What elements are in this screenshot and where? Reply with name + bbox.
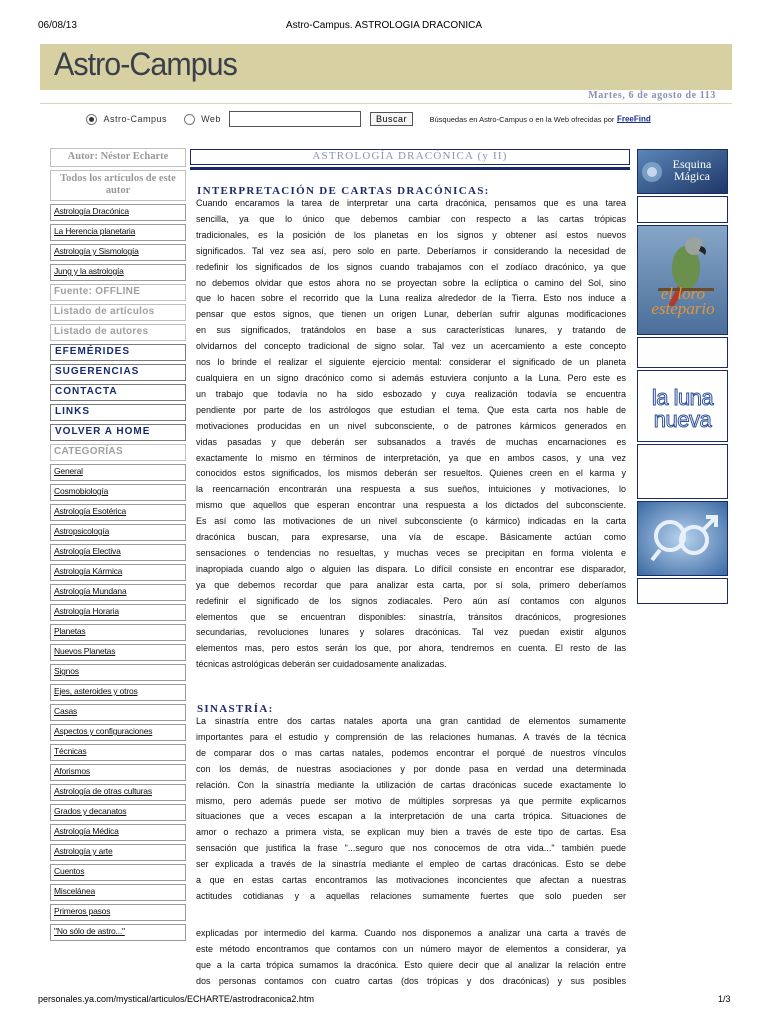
text-line: relación. Con la sinastría mediante la utilización de cartas dracónicas sucede exactamente lo <box>196 779 626 790</box>
nav-link[interactable]: CONTACTA <box>50 384 186 401</box>
text-line: pendiente por parte de los astrólogos que estudian el tema. Que esta carta nos hable de <box>196 404 626 415</box>
section-body-continued <box>196 926 626 990</box>
text-line: a que en estas cartas encontramos las motivaciones inconcientes que afectan a nuestras <box>196 875 626 886</box>
category-link[interactable] <box>50 824 186 841</box>
text-line: redefinir el significado de los signos zodiacales. Pero aún así contamos con algunos <box>196 595 626 606</box>
section-body <box>196 714 626 905</box>
category-link-label: Grados y decanatos <box>54 806 127 816</box>
category-link-label: Astrología Electiva <box>54 546 121 556</box>
category-link-label: Casas <box>54 706 78 716</box>
text-line: inapropiada cuando algo o alguien las dispara. Lo difícil consiste en encontrar ese disparador, <box>196 563 626 574</box>
author-article-link-label: Astrología y Sismología <box>54 246 139 256</box>
header-divider <box>40 103 732 104</box>
text-line: mismo que aquellos que esperan encontrar una respuesta a los dictados del subconsciente. <box>196 500 626 511</box>
text-line: exactamente lo mismo en términos de interpretación, ya que en ambos casos, y una vez <box>196 452 626 463</box>
category-link-label: Astropsicología <box>54 526 110 536</box>
author-article-link[interactable] <box>50 244 186 261</box>
right-empty-box <box>637 444 728 499</box>
right-empty-box <box>637 578 728 604</box>
author-article-link[interactable] <box>50 224 186 241</box>
text-line: dracónica buscan, para expresarse, una vía de escape. Básicamente actúan como <box>196 532 626 543</box>
radio-web-label: Web <box>201 114 221 124</box>
category-link-label: Astrología Médica <box>54 826 119 836</box>
section-body <box>196 196 626 673</box>
nav-link[interactable]: SUGERENCIAS <box>50 364 186 381</box>
category-link[interactable] <box>50 844 186 861</box>
author-article-link[interactable] <box>50 264 186 281</box>
text-line: mismo, pero además puede ser motivo de múltiples sorpresas ya que permite explicarnos <box>196 795 626 806</box>
esquina-label: Esquina Mágica <box>672 157 712 183</box>
text-line: sensación que justifica la frase "...seguro que nos conocemos de otra vida..." también puede <box>196 843 626 854</box>
text-line: situaciones que a veces escapan a la interpretación de una carta trópica. Situaciones de <box>196 811 626 822</box>
radio-web[interactable] <box>184 114 195 125</box>
category-link-label: Técnicas <box>54 746 87 756</box>
author-article-link-label: Jung y la astrología <box>54 266 124 276</box>
search-input[interactable] <box>229 111 361 127</box>
section-heading: SINASTRÍA: <box>197 703 274 715</box>
text-line: dos personas contamos con cuatro cartas (dos trópicas y dos dracónicas) y sus posibles <box>196 975 626 986</box>
text-line: La sinastría entre dos cartas natales aporta una gran cantidad de elementos sumamente <box>196 716 626 726</box>
list-authors-link[interactable]: Listado de autores <box>50 324 186 341</box>
loro-label: el loro estepario <box>651 284 715 318</box>
text-line: pensar que estos signos, que tienen un origen Lunar, deberían sufrir algunas modificaciones <box>196 309 626 320</box>
right-empty-box <box>637 337 728 368</box>
category-link-label: Nuevos Planetas <box>54 646 116 656</box>
loro-estepario-banner[interactable] <box>637 225 728 335</box>
title-underline <box>190 167 630 170</box>
category-link[interactable] <box>50 684 186 701</box>
category-link-label: Astrología de otras culturas <box>54 786 152 796</box>
nav-link[interactable]: LINKS <box>50 404 186 421</box>
text-line: redefinir los significados de los signos cuando trabajamos con el zodíaco dracónico, ya que <box>196 261 626 272</box>
radio-site[interactable] <box>86 114 97 125</box>
category-link-label: Cuentos <box>54 866 85 876</box>
category-link-label: Aforismos <box>54 766 90 776</box>
text-line: que lo hacen sobre el recorrido que la Luna realiza alrededor de la Tierra. Esto nos induce a <box>196 293 626 304</box>
text-line: técnicas astrológicas deberán ser cuidadosamente analizadas. <box>196 659 447 670</box>
esquina-magica-banner[interactable] <box>637 149 728 194</box>
category-link[interactable] <box>50 644 186 661</box>
gender-symbols-banner[interactable] <box>637 501 728 576</box>
text-line: Es así como las motivaciones de un nivel subconsciente (o kármico) indicadas en la carta <box>196 516 626 527</box>
category-link-label: "No sólo de astro..." <box>54 926 125 936</box>
nav-link[interactable]: EFEMÉRIDES <box>50 344 186 361</box>
text-line: este método encontramos que contamos con un número mayor de elementos a considerar, ya <box>196 943 626 954</box>
category-link-label: Astrología Mundana <box>54 586 127 596</box>
text-line: motivaciones producidas en un nivel subconsciente, o de patrones kármicos generados en <box>196 420 626 431</box>
text-line: ser explicada a través de la sinastría mediante el empleo de cartas dracónicas. Esto se debe <box>196 859 626 870</box>
category-link-label: Planetas <box>54 626 86 636</box>
text-line: sencilla, ya que lo único que debemos cambiar con respecto a las cartas trópicas <box>196 213 626 224</box>
current-date: Martes, 6 de agosto de 113 <box>588 90 716 101</box>
author-article-link-label: Astrología Dracónica <box>54 206 129 216</box>
text-line: con los demás, de nuestras asociaciones y por donde pasa en verdad una determinada <box>196 763 626 774</box>
category-link[interactable] <box>50 784 186 801</box>
category-link[interactable] <box>50 764 186 781</box>
categories-header: CATEGORÍAS <box>50 444 186 461</box>
text-line: ya que debemos recordar que para analizar esta carta, por sí sola, primero deberíamos <box>196 579 626 590</box>
text-line: explicadas por intermedio del karma. Cuando nos disponemos a analizar una carta a través de <box>196 928 626 938</box>
text-line: cualquiera en un signo dracónico como si además estuviera conjunto a la Luna. Pero este es <box>196 372 626 383</box>
category-link[interactable] <box>50 664 186 681</box>
category-link[interactable] <box>50 704 186 721</box>
text-line: conocidos estos significados, los mismos deberán ser resueltos. Quienes creen en el karma y <box>196 468 626 479</box>
text-line: secundarias, revoluciones lunares y solares dracónicas. Tal vez puedan existir algunos <box>196 627 626 638</box>
text-line: elementos mas, pero estos serán los que, por ahora, tendremos en cuenta. El resto de las <box>196 643 626 654</box>
text-line: vidas pasadas y que deberán ser subsanados a través de muchas encarnaciones es <box>196 436 626 447</box>
site-logo[interactable]: Astro-Campus <box>54 46 237 82</box>
left-nav <box>50 148 186 944</box>
category-link[interactable] <box>50 584 186 601</box>
search-sponsor-text: Búsquedas en Astro-Campus o en la Web ofrecidas por <box>429 114 615 124</box>
category-link-label: Miscelánea <box>54 886 95 896</box>
text-line: importantes para el estudio y comprensión de las relaciones humanas. A través de la técnica <box>196 731 626 742</box>
radio-site-label: Astro-Campus <box>103 114 168 124</box>
text-line: tradicionales, es la posición de los planetas en los signos y obtener así estos nuevos <box>196 229 626 240</box>
category-link-label: Astrología Esotérica <box>54 506 127 516</box>
text-line: un trabajo que todavía no ha sido esbozado y cuya realización todavía se encuentra <box>196 388 626 399</box>
text-line: elementos que se encuentran disponibles: sinastría, tránsitos dracónicos, progresiones <box>196 611 626 622</box>
category-link-label: Cosmobiología <box>54 486 109 496</box>
category-link[interactable] <box>50 464 186 481</box>
category-link[interactable] <box>50 904 186 921</box>
category-link[interactable] <box>50 544 186 561</box>
luna-nueva-banner[interactable] <box>637 370 728 442</box>
category-link[interactable] <box>50 604 186 621</box>
category-link[interactable] <box>50 484 186 501</box>
venus-mars-icon <box>638 502 727 575</box>
text-line: no debemos olvidar que estos ahora no se proyectan sobre la eclíptica o camino del Sol, sino <box>196 277 626 288</box>
list-articles-link[interactable]: Listado de artículos <box>50 304 186 321</box>
page-number: 1/3 <box>718 994 731 1004</box>
category-link-label: Aspectos y configuraciones <box>54 726 153 736</box>
category-link-label: Astrología y arte <box>54 846 113 856</box>
author-article-link[interactable] <box>50 204 186 221</box>
print-title: Astro-Campus. ASTROLOGIA DRACONICA <box>285 20 483 31</box>
text-line: amor o rechazo a primera vista, se explican muy bien a través de este tipo de cartas. Esa <box>196 827 626 838</box>
category-link[interactable] <box>50 624 186 641</box>
text-line: actitudes cotidianas y a aquellas relaciones sumamente fuertes que solo pueden ser <box>196 890 626 901</box>
nav-link[interactable]: VOLVER A HOME <box>50 424 186 441</box>
text-line: en sus significados, tratándolos en base a sus características lunares, y tratando de <box>196 325 626 336</box>
source-label: Fuente: OFFLINE <box>50 284 186 301</box>
text-line: nos lo brinde el realizar el siguiente ejercicio mental: considerar el significado de un planeta <box>196 357 626 368</box>
text-line: que a la carta trópica sumamos la dracónica. Esto quiere decir que al analizar la relación entre <box>196 959 626 970</box>
search-bar <box>86 111 726 129</box>
article-title: ASTROLOGÍA DRACÓNICA (y II) <box>312 150 508 162</box>
text-line: significados. Tal vez sea así, pero solo en parte. Deberíamos ir considerando la necesidad de <box>196 245 626 256</box>
category-link[interactable] <box>50 724 186 741</box>
text-line: sensaciones o tendencias no resueltas, y muchas veces se precipitan en forma violenta e <box>196 547 626 558</box>
freefind-link[interactable]: FreeFind <box>616 114 651 124</box>
category-link-label: Astrología Kármica <box>54 566 123 576</box>
category-link-label: Signos <box>54 666 79 676</box>
page-url: personales.ya.com/mystical/articulos/ECHARTE/astrodraconica2.htm <box>38 994 314 1004</box>
luna-label: la luna nueva <box>651 385 714 432</box>
category-link[interactable] <box>50 924 186 941</box>
text-line: la reencarnación encontrarán una respuesta a sus sueños, intuiciones y motivaciones, lo <box>196 484 626 495</box>
print-date: 06/08/13 <box>38 20 77 31</box>
text-line: olvidarnos del concepto tradicional de signo solar. Tal vez un acercamiento a este concepto <box>196 341 626 352</box>
category-link[interactable] <box>50 804 186 821</box>
search-button[interactable]: Buscar <box>370 112 413 126</box>
text-line: de comparar dos o mas cartas natales, podemos encontrar el porqué de nuestros vínculos <box>196 747 626 758</box>
category-link-label: Ejes, asteroides y otros <box>54 686 138 696</box>
category-link[interactable] <box>50 884 186 901</box>
category-link[interactable] <box>50 744 186 761</box>
category-link-label: General <box>54 466 83 476</box>
section-heading: INTERPRETACIÓN DE CARTAS DRACÓNICAS: <box>197 185 490 197</box>
author-name: Autor: Néstor Echarte <box>50 148 186 167</box>
category-link[interactable] <box>50 864 186 881</box>
category-link[interactable] <box>50 524 186 541</box>
category-link[interactable] <box>50 564 186 581</box>
right-empty-box <box>637 196 728 223</box>
category-link-label: Astrología Horaria <box>54 606 119 616</box>
text-line: Cuando encaramos la tarea de interpretar una carta dracónica, pensamos que es una tarea <box>196 198 626 208</box>
category-link-label: Primeros pasos <box>54 906 111 916</box>
author-article-link-label: La Herencia planetaria <box>54 226 136 236</box>
all-articles-link[interactable]: Todos los artículos de este autor <box>50 170 186 201</box>
category-link[interactable] <box>50 504 186 521</box>
